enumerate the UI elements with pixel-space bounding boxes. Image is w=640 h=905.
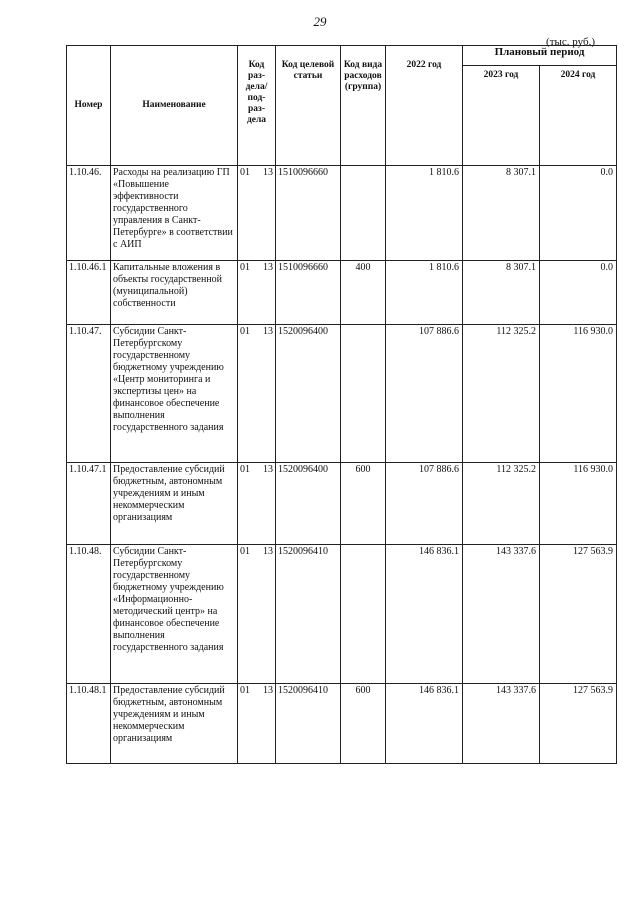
row-number: 1.10.47. bbox=[67, 325, 111, 463]
row-name: Капитальные вложения в объекты государственной (муниципальной) собственности bbox=[111, 261, 238, 325]
row-section: 01 13 bbox=[238, 261, 276, 325]
row-2024: 116 930.0 bbox=[540, 463, 617, 545]
table-row bbox=[67, 166, 617, 261]
row-expense bbox=[341, 325, 386, 463]
row-expense: 400 bbox=[341, 261, 386, 325]
row-number: 1.10.46. bbox=[67, 166, 111, 261]
header-2022: 2022 год bbox=[386, 46, 463, 166]
table-row bbox=[67, 463, 617, 545]
row-target: 1520096400 bbox=[276, 463, 341, 545]
row-expense bbox=[341, 166, 386, 261]
row-number: 1.10.47.1 bbox=[67, 463, 111, 545]
row-2024: 127 563.9 bbox=[540, 545, 617, 684]
row-section: 01 13 bbox=[238, 684, 276, 764]
row-2023: 112 325.2 bbox=[463, 325, 540, 463]
row-2024: 127 563.9 bbox=[540, 684, 617, 764]
row-2023: 143 337.6 bbox=[463, 545, 540, 684]
row-2022: 146 836.1 bbox=[386, 684, 463, 764]
table-row bbox=[67, 325, 617, 463]
budget-table bbox=[66, 45, 617, 764]
row-name: Субсидии Санкт-Петербургскому государственному бюджетному учреждению «Информационно-методический центр» на финансовое обеспечение выполнения государственного задания bbox=[111, 545, 238, 684]
row-target: 1520096400 bbox=[276, 325, 341, 463]
row-number: 1.10.48. bbox=[67, 545, 111, 684]
row-2024: 116 930.0 bbox=[540, 325, 617, 463]
units-label: (тыс. руб.) bbox=[546, 36, 595, 48]
row-2022: 1 810.6 bbox=[386, 166, 463, 261]
header-name: Наименование bbox=[111, 46, 238, 166]
row-target: 1520096410 bbox=[276, 545, 341, 684]
row-2023: 112 325.2 bbox=[463, 463, 540, 545]
header-target: Код целевой статьи bbox=[276, 46, 341, 166]
header-number: Номер bbox=[67, 46, 111, 166]
table-row bbox=[67, 545, 617, 684]
row-section: 01 13 bbox=[238, 463, 276, 545]
row-2023: 8 307.1 bbox=[463, 166, 540, 261]
row-name: Субсидии Санкт-Петербургскому государственному бюджетному учреждению «Центр мониторинга и экспертизы цен» на финансовое обеспечение выполнения государственного задания bbox=[111, 325, 238, 463]
page-number: 29 bbox=[313, 14, 327, 29]
row-2022: 107 886.6 bbox=[386, 463, 463, 545]
row-2022: 146 836.1 bbox=[386, 545, 463, 684]
row-name: Расходы на реализацию ГП «Повышение эффективности государственного управления в Санкт-Петербурге» в соответствии с АИП bbox=[111, 166, 238, 261]
header-section: Код раз-дела/ под-раз-дела bbox=[238, 46, 276, 166]
row-target: 1510096660 bbox=[276, 166, 341, 261]
row-2022: 1 810.6 bbox=[386, 261, 463, 325]
row-expense: 600 bbox=[341, 684, 386, 764]
row-2023: 8 307.1 bbox=[463, 261, 540, 325]
header-planned: Плановый период bbox=[463, 46, 617, 66]
table-row bbox=[67, 261, 617, 325]
row-expense bbox=[341, 545, 386, 684]
header-2023: 2023 год bbox=[463, 66, 540, 166]
row-number: 1.10.46.1 bbox=[67, 261, 111, 325]
header-2024: 2024 год bbox=[540, 66, 617, 166]
table-row bbox=[67, 684, 617, 764]
row-target: 1520096410 bbox=[276, 684, 341, 764]
row-section: 01 13 bbox=[238, 545, 276, 684]
row-expense: 600 bbox=[341, 463, 386, 545]
row-2024: 0.0 bbox=[540, 166, 617, 261]
row-section: 01 13 bbox=[238, 166, 276, 261]
row-2024: 0.0 bbox=[540, 261, 617, 325]
row-section: 01 13 bbox=[238, 325, 276, 463]
row-name: Предоставление субсидий бюджетным, автономным учреждениям и иным некоммерческим организациям bbox=[111, 684, 238, 764]
header-expense: Код вида расходов (группа) bbox=[341, 46, 386, 166]
row-target: 1510096660 bbox=[276, 261, 341, 325]
row-number: 1.10.48.1 bbox=[67, 684, 111, 764]
row-2022: 107 886.6 bbox=[386, 325, 463, 463]
row-2023: 143 337.6 bbox=[463, 684, 540, 764]
row-name: Предоставление субсидий бюджетным, автономным учреждениям и иным некоммерческим организациям bbox=[111, 463, 238, 545]
